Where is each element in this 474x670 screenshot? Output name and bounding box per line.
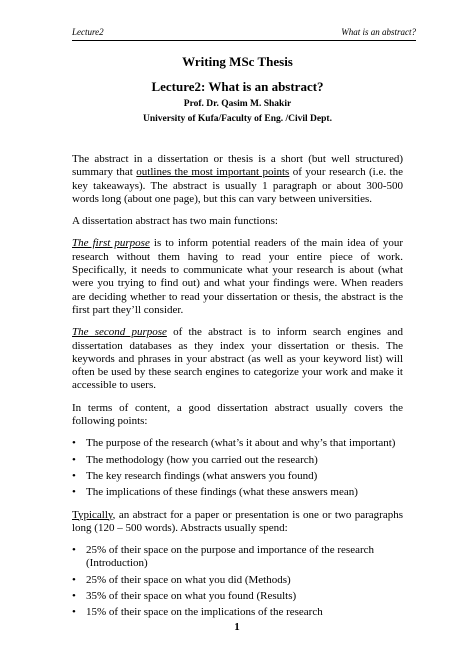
list-item-text: The implications of these findings (what these answers mean)	[86, 486, 358, 499]
paragraph-intro	[72, 153, 403, 206]
list-item-text: The key research findings (what answers you found)	[86, 469, 318, 482]
list-item-text: The methodology (how you carried out the research)	[86, 453, 318, 466]
list-item	[72, 470, 403, 483]
first-purpose-label: The first purpose	[72, 237, 150, 250]
bullet-icon: •	[72, 606, 76, 619]
paragraph-first-purpose	[72, 237, 403, 317]
page-number: 1	[234, 621, 240, 633]
content-points-list	[72, 437, 403, 499]
text-run: is to inform potential readers of the main idea of your research without them having to read your entire piece of work. Specifically, it needs to communicate what your research is about (what were you trying to find out) and what your findings were. When readers are deciding whether to read your dissertation or thesis, the abstract is the first part they’ll consider.	[72, 237, 403, 316]
list-item	[72, 437, 403, 450]
text-run: an abstract for a paper or presentation is one or two paragraphs long (120 – 500 words). Abstracts usually spend:	[72, 508, 403, 534]
paragraph-content-points: In terms of content, a good dissertation abstract usually covers the following points:	[72, 401, 403, 428]
paragraph-typically	[72, 509, 403, 536]
bullet-icon: •	[72, 453, 76, 466]
list-item	[72, 544, 403, 571]
bullet-icon: •	[72, 590, 76, 603]
page-content	[72, 54, 403, 629]
bullet-icon: •	[72, 437, 76, 450]
space-breakdown-list	[72, 544, 403, 619]
typically-label: Typically,	[72, 508, 116, 521]
paragraph-functions: A dissertation abstract has two main functions:	[72, 215, 278, 228]
document-title: Writing MSc Thesis	[182, 54, 293, 69]
list-item	[72, 486, 403, 499]
list-item-text: The purpose of the research (what’s it about and why’s that important)	[86, 437, 396, 450]
list-item	[72, 590, 403, 603]
header-right: What is an abstract?	[341, 27, 416, 37]
bullet-icon: •	[72, 469, 76, 482]
second-purpose-label: The second purpose	[72, 326, 167, 339]
header-left: Lecture2	[72, 27, 104, 37]
text-run: of your research (i.e. the key takeaways). The abstract is usually 1 paragraph or about 300-500 words long (about one page), but this can vary between universities.	[72, 166, 403, 205]
list-item-text: 15% of their space on the implications of the research	[86, 606, 323, 619]
paragraph-second-purpose	[72, 326, 403, 392]
list-item-text: 25% of their space on the purpose and importance of the research (Introduction)	[86, 544, 375, 570]
bullet-icon: •	[72, 573, 76, 586]
text-run: of the abstract is to inform search engines and dissertation databases as they index your dissertation or thesis. The keywords and phrases in your abstract (as well as your keyword list) will often be used by these search engines to categorize your work and make it accessible to users.	[72, 326, 403, 392]
affiliation: University of Kufa/Faculty of Eng. /Civil Dept.	[143, 114, 332, 124]
author: Prof. Dr. Qasim M. Shakir	[183, 99, 292, 109]
running-header	[72, 27, 416, 41]
text-run: The abstract in a dissertation or thesis is a short (but well structured) summary that	[72, 153, 403, 179]
lecture-title: Lecture2: What is an abstract?	[151, 79, 324, 94]
bullet-icon: •	[72, 486, 76, 499]
list-item-text: 25% of their space on what you did (Methods)	[86, 573, 291, 586]
list-item	[72, 574, 403, 587]
list-item	[72, 606, 403, 619]
list-item-text: 35% of their space on what you found (Results)	[86, 590, 297, 603]
bullet-icon: •	[72, 544, 76, 557]
list-item	[72, 454, 403, 467]
underlined-phrase: outlines the most important points	[136, 166, 290, 179]
